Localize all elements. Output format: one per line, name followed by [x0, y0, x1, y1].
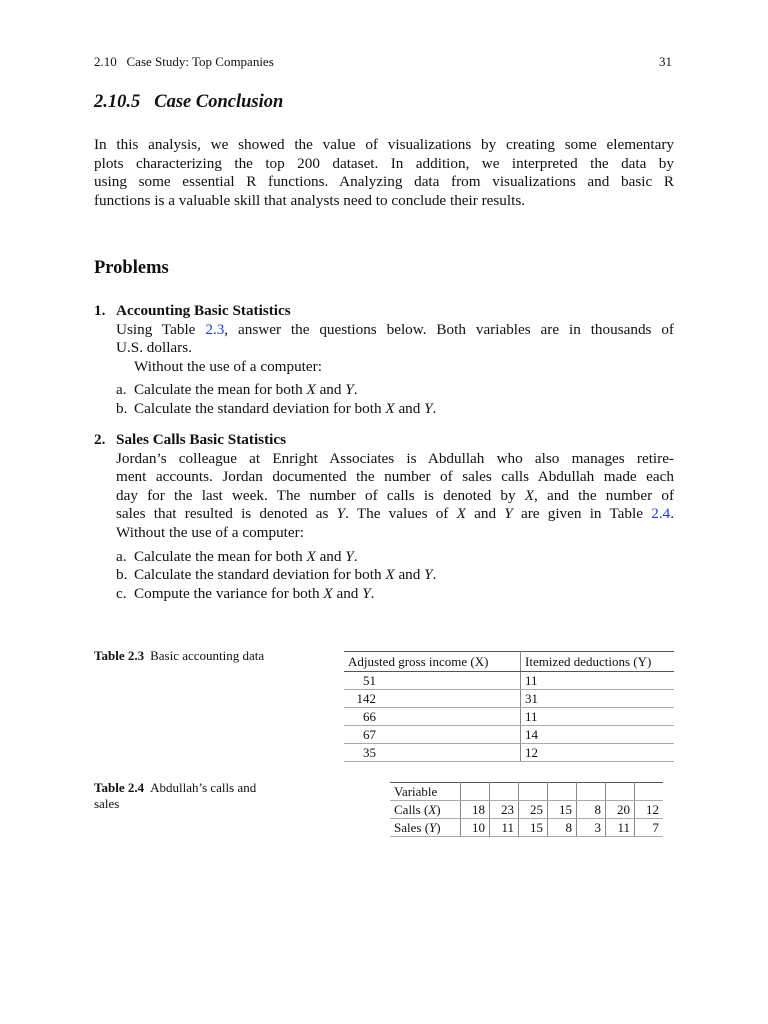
problem-1-line-3: Without the use of a computer:	[134, 357, 322, 375]
section-title	[94, 90, 283, 114]
problem-2	[94, 431, 674, 603]
table-label: Table 2.3	[94, 648, 145, 663]
part-item: a. Calculate the mean for both X and Y.	[116, 381, 358, 399]
problem-1-line-1: Using Table 2.3, answer the questions below. Both variables are in thousands of	[116, 320, 674, 338]
page-number: 31	[659, 54, 672, 69]
table-cell	[490, 783, 519, 801]
table-cell: 11	[490, 819, 519, 837]
problem-2-parts	[116, 548, 674, 604]
problem-title: Sales Calls Basic Statistics	[116, 431, 287, 448]
problem-2-heading	[94, 431, 674, 450]
section-title-text: Case Conclusion	[154, 92, 284, 112]
table-caption-text: Abdullah’s calls and sales	[94, 780, 257, 811]
table-row	[344, 744, 674, 762]
table-cell: 15	[519, 819, 548, 837]
table-cell: 25	[519, 801, 548, 819]
problem-1	[94, 302, 674, 419]
row-label: Calls (X)	[390, 801, 461, 819]
paragraph-line: In this analysis, we showed the value of visualizations by creating some elementary	[94, 136, 674, 153]
row-label: Sales (Y)	[390, 819, 461, 837]
table-cell: 14	[521, 726, 675, 744]
part-item: c. Compute the variance for both X and Y.	[116, 584, 375, 602]
table-cell: 23	[490, 801, 519, 819]
table-cell: 11	[521, 708, 675, 726]
table-2-3	[344, 651, 674, 762]
table-cell: 31	[521, 690, 675, 708]
problem-2-line-2: ment accounts. Jordan documented the number of sales calls Abdullah made each	[116, 468, 674, 486]
table-cell: 66	[344, 708, 521, 726]
table-label: Table 2.4	[94, 780, 145, 795]
table-2-4	[390, 782, 663, 837]
table-header-row	[344, 652, 674, 672]
part-item: a. Calculate the mean for both X and Y.	[116, 547, 358, 565]
table-cell	[577, 783, 606, 801]
table-cell: 3	[577, 819, 606, 837]
table-cell	[635, 783, 664, 801]
table-cell: 8	[548, 819, 577, 837]
table-row	[344, 708, 674, 726]
table-2-3-link[interactable]: 2.3	[205, 320, 225, 338]
column-header: Adjusted gross income (X)	[344, 652, 521, 672]
problem-1-parts	[116, 381, 674, 418]
table-cell: 67	[344, 726, 521, 744]
table-cell	[606, 783, 635, 801]
problem-title: Accounting Basic Statistics	[116, 302, 291, 319]
table-2-4-caption	[94, 780, 264, 812]
table-cell: 20	[606, 801, 635, 819]
problems-heading: Problems	[94, 258, 169, 278]
problem-2-line-4: sales that resulted is denoted as Y. The values of X and Y are given in Table 2.4.	[116, 505, 674, 523]
problem-2-line-5: Without the use of a computer:	[116, 523, 304, 541]
table-cell: 18	[461, 801, 490, 819]
paragraph-line: plots characterizing the top 200 dataset. In addition, we interpreted the data by	[94, 154, 674, 172]
running-head	[94, 53, 672, 71]
table-cell	[519, 783, 548, 801]
problem-number: 1.	[94, 302, 106, 319]
table-row	[344, 726, 674, 744]
table-cell: 51	[344, 672, 521, 690]
table-cell	[461, 783, 490, 801]
table-2-3-caption	[94, 648, 274, 664]
table-cell: 35	[344, 744, 521, 762]
table-cell: 12	[521, 744, 675, 762]
table-row	[390, 801, 663, 819]
table-2-4-link[interactable]: 2.4	[651, 505, 671, 523]
table-cell: 11	[521, 672, 675, 690]
conclusion-paragraph	[94, 136, 674, 210]
table-cell: 7	[635, 819, 664, 837]
paragraph-line: functions is a valuable skill that analysts need to conclude their results.	[94, 191, 526, 209]
problem-1-heading	[94, 302, 674, 321]
section-number: 2.10.5	[94, 92, 141, 112]
problem-1-line-2: U.S. dollars.	[116, 339, 192, 357]
table-cell: 142	[344, 690, 521, 708]
part-item: b. Calculate the standard deviation for both X and Y.	[116, 566, 437, 584]
running-head-section: 2.10 Case Study: Top Companies	[94, 54, 274, 69]
table-row	[344, 672, 674, 690]
table-cell: 10	[461, 819, 490, 837]
table-cell	[548, 783, 577, 801]
table-row	[390, 819, 663, 837]
problem-2-line-1: Jordan’s colleague at Enright Associates is Abdullah who also manages retire-	[116, 449, 674, 467]
table-cell: 15	[548, 801, 577, 819]
paragraph-line: using some essential R functions. Analyzing data from visualizations and basic R	[94, 173, 674, 191]
row-label: Variable	[390, 783, 461, 801]
table-caption-text: Basic accounting data	[150, 648, 265, 663]
table-cell: 8	[577, 801, 606, 819]
problem-number: 2.	[94, 431, 106, 448]
column-header: Itemized deductions (Y)	[521, 652, 675, 672]
part-item: b. Calculate the standard deviation for both X and Y.	[116, 399, 437, 417]
table-row	[344, 690, 674, 708]
table-row	[390, 783, 663, 801]
table-cell: 11	[606, 819, 635, 837]
table-cell: 12	[635, 801, 664, 819]
problem-2-line-3: day for the last week. The number of calls is denoted by X, and the number of	[116, 486, 675, 504]
